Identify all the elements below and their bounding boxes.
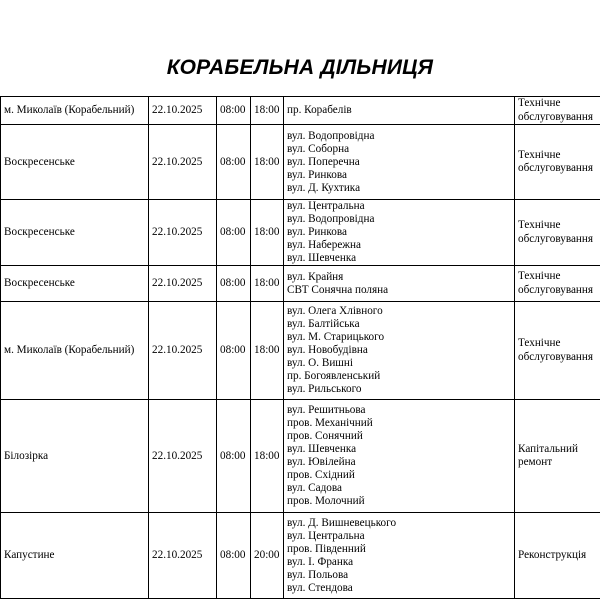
area-cell: Капустине — [1, 513, 149, 599]
street-item: пр. Корабелів — [287, 104, 352, 116]
street-item: вул. Центральна — [287, 200, 365, 212]
streets-cell — [284, 513, 515, 599]
end-time-cell: 20:00 — [251, 513, 284, 599]
start-time-cell: 08:00 — [217, 513, 251, 599]
streets-cell — [284, 125, 515, 200]
area-cell: м. Миколаїв (Корабельний) — [1, 302, 149, 400]
end-time-cell: 18:00 — [251, 97, 284, 125]
work-type-cell: Капітальний ремонт — [515, 400, 600, 513]
street-item: вул. Новобудівна — [287, 344, 368, 356]
date-cell: 22.10.2025 — [149, 513, 217, 599]
table-row — [1, 200, 600, 266]
street-item: вул. Рильського — [287, 383, 362, 395]
street-item: вул. Поперечна — [287, 155, 360, 168]
table-row — [1, 266, 600, 302]
street-item: вул. Стендова — [287, 581, 353, 594]
street-item: пров. Південний — [287, 542, 366, 555]
end-time-cell: 18:00 — [251, 400, 284, 513]
street-item: вул. Водопровідна — [287, 129, 375, 142]
area-cell: Воскресенське — [1, 125, 149, 200]
work-type-cell: Технічне обслуговування — [515, 125, 600, 200]
street-item: вул. Соборна — [287, 142, 350, 155]
street-item: вул. Центральна — [287, 529, 365, 542]
street-item: вул. Водопровідна — [287, 213, 375, 225]
street-item: пров. Сонячний — [287, 430, 363, 442]
street-item: вул. Д. Вишневецького — [287, 516, 397, 529]
date-cell: 22.10.2025 — [149, 266, 217, 302]
start-time-cell: 08:00 — [217, 266, 251, 302]
work-type-cell: Реконструкція — [515, 513, 600, 599]
street-item: вул. Польова — [287, 568, 349, 581]
table-row — [1, 302, 600, 400]
start-time-cell: 08:00 — [217, 125, 251, 200]
start-time-cell: 08:00 — [217, 97, 251, 125]
street-item: вул. Олега Хлівного — [287, 305, 383, 317]
street-item: вул. Шевченка — [287, 443, 357, 455]
street-item: вул. Балтійська — [287, 318, 360, 330]
street-item: вул. Ювілейна — [287, 456, 356, 468]
end-time-cell: 18:00 — [251, 266, 284, 302]
work-type-cell: Технічне обслуговування — [515, 266, 600, 302]
street-item: пров. Механічний — [287, 417, 373, 429]
area-cell: Білозірка — [1, 400, 149, 513]
table-row — [1, 400, 600, 513]
street-item: пр. Богоявленський — [287, 370, 381, 382]
street-item: СВТ Сонячна поляна — [287, 283, 389, 296]
street-item: вул. О. Вишні — [287, 357, 354, 369]
street-item: вул. Д. Кухтика — [287, 181, 361, 194]
start-time-cell: 08:00 — [217, 302, 251, 400]
start-time-cell: 08:00 — [217, 200, 251, 266]
street-item: вул. Ринкова — [287, 226, 347, 238]
end-time-cell: 18:00 — [251, 200, 284, 266]
area-cell: Воскресенське — [1, 200, 149, 266]
start-time-cell: 08:00 — [217, 400, 251, 513]
street-item: вул. М. Старицького — [287, 331, 385, 343]
page-title: КОРАБЕЛЬНА ДІЛЬНИЦЯ — [166, 56, 434, 79]
street-item: вул. Ринкова — [287, 168, 347, 181]
streets-cell — [284, 200, 515, 266]
street-item: вул. Шевченка — [287, 252, 357, 264]
date-cell: 22.10.2025 — [149, 200, 217, 266]
outage-schedule-table — [0, 96, 600, 599]
street-item: вул. Крайня — [287, 270, 344, 283]
work-type-cell: Технічне обслуговування — [515, 200, 600, 266]
table-row — [1, 97, 600, 125]
street-item: вул. І. Франка — [287, 555, 354, 568]
date-cell: 22.10.2025 — [149, 125, 217, 200]
date-cell: 22.10.2025 — [149, 400, 217, 513]
table-row — [1, 125, 600, 200]
end-time-cell: 18:00 — [251, 125, 284, 200]
streets-cell — [284, 400, 515, 513]
date-cell: 22.10.2025 — [149, 97, 217, 125]
streets-cell — [284, 97, 515, 125]
street-item: вул. Набережна — [287, 239, 361, 251]
streets-cell — [284, 302, 515, 400]
street-item: вул. Садова — [287, 482, 342, 494]
street-item: пров. Східний — [287, 469, 355, 481]
streets-cell — [284, 266, 515, 302]
area-cell: Воскресенське — [1, 266, 149, 302]
table-row — [1, 513, 600, 599]
area-cell: м. Миколаїв (Корабельний) — [1, 97, 149, 125]
date-cell: 22.10.2025 — [149, 302, 217, 400]
work-type-cell: Технічне обслуговування — [515, 97, 600, 125]
end-time-cell: 18:00 — [251, 302, 284, 400]
table-body — [1, 97, 600, 599]
street-item: пров. Молочний — [287, 495, 365, 507]
work-type-cell: Технічне обслуговування — [515, 302, 600, 400]
street-item: вул. Решитньова — [287, 404, 366, 416]
